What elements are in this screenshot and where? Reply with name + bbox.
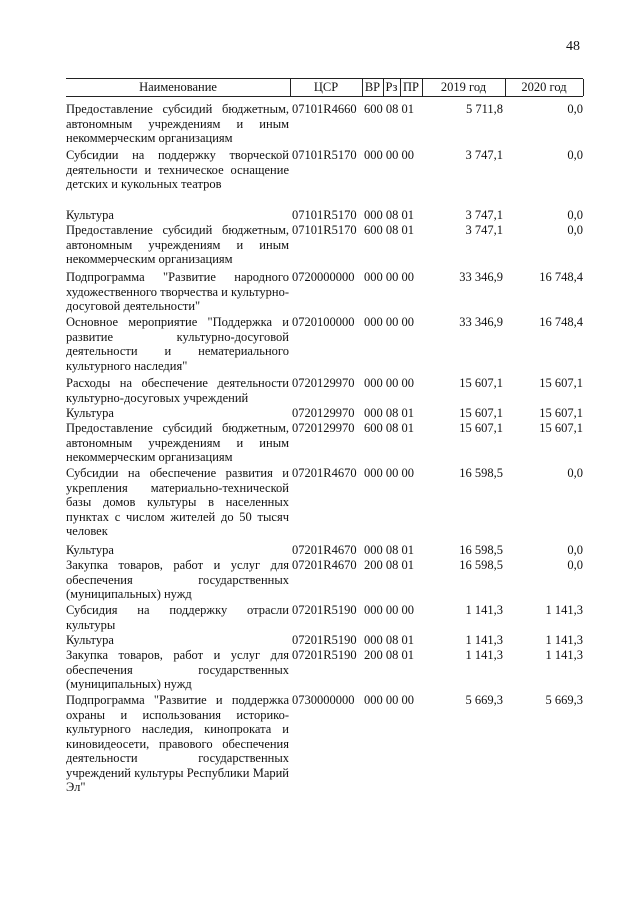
row-2020: 16 748,4 [539,315,583,329]
row-2020: 0,0 [567,102,583,116]
row-code: 000 00 00 [364,148,414,162]
row-code: 000 08 01 [364,208,414,222]
row-2019: 1 141,3 [465,603,503,617]
row-2020: 0,0 [567,466,583,480]
row-2020: 5 669,3 [545,693,583,707]
header-csr: ЦСР [313,80,339,94]
header-pr: ПР [403,80,419,94]
row-2020: 0,0 [567,208,583,222]
row-name: Субсидии на обеспечение развития и укрепления материально-технической базы домов культуры в населенных пунктах с числом жителей до 50 тысяч человек [66,466,289,538]
row-2019: 3 747,1 [465,208,503,222]
row-csr: 0720100000 [292,315,355,329]
row-2019: 15 607,1 [459,406,503,420]
row-name: Культура [66,543,114,557]
row-name: Предоставление субсидий бюджетным, автономным учреждениям и иным некоммерческим организациям [66,223,289,266]
row-2019: 16 598,5 [459,558,503,572]
row-code: 000 00 00 [364,376,414,390]
row-2019: 3 747,1 [465,148,503,162]
row-2020: 15 607,1 [539,421,583,435]
row-code: 200 08 01 [364,648,414,662]
row-2019: 3 747,1 [465,223,503,237]
row-name: Культура [66,406,114,420]
row-2019: 1 141,3 [465,633,503,647]
row-csr: 07201R4670 [292,543,357,557]
header-name: Наименование [139,80,217,94]
row-code: 000 00 00 [364,315,414,329]
row-csr: 07101R4660 [292,102,357,116]
row-2019: 16 598,5 [459,543,503,557]
row-name: Культура [66,633,114,647]
row-code: 000 08 01 [364,406,414,420]
row-2020: 0,0 [567,558,583,572]
row-2019: 16 598,5 [459,466,503,480]
row-csr: 0730000000 [292,693,355,707]
row-code: 000 00 00 [364,603,414,617]
row-2019: 33 346,9 [459,315,503,329]
table-header [66,78,583,97]
row-2019: 15 607,1 [459,376,503,390]
row-csr: 0720129970 [292,406,355,420]
row-2019: 15 607,1 [459,421,503,435]
budget-table [66,78,583,794]
row-2020: 1 141,3 [545,648,583,662]
row-name: Закупка товаров, работ и услуг для обеспечения государственных (муниципальных) нужд [66,648,289,691]
row-2020: 0,0 [567,148,583,162]
row-2020: 15 607,1 [539,406,583,420]
row-2019: 5 669,3 [465,693,503,707]
row-name: Субсидии на поддержку творческой деятельности и техническое оснащение детских и кукольных театров [66,148,289,191]
row-csr: 07201R4670 [292,466,357,480]
row-csr: 07201R5190 [292,603,357,617]
header-2019: 2019 год [440,80,487,94]
row-csr: 07201R5190 [292,648,357,662]
row-name: Предоставление субсидий бюджетным, автономным учреждениям и иным некоммерческим организациям [66,421,289,464]
row-code: 600 08 01 [364,421,414,435]
row-csr: 0720000000 [292,270,355,284]
row-2020: 0,0 [567,223,583,237]
row-2020: 15 607,1 [539,376,583,390]
row-name: Подпрограмма "Развитие народного художественного творчества и культурно-досуговой деятельности" [66,270,289,313]
row-2019: 5 711,8 [465,102,503,116]
page-number: 48 [566,39,580,54]
row-2020: 16 748,4 [539,270,583,284]
row-name: Подпрограмма "Развитие и поддержка охраны и использования историко-культурного наследия, кинопроката и киновидеосети, правового обеспечения деятельности государственных учреждений культуры Республики Марий Эл" [66,693,289,794]
row-csr: 07101R5170 [292,148,357,162]
row-name: Предоставление субсидий бюджетным, автономным учреждениям и иным некоммерческим организациям [66,102,289,145]
row-2019: 1 141,3 [465,648,503,662]
row-name: Расходы на обеспечение деятельности культурно-досуговых учреждений [66,376,289,405]
row-code: 000 00 00 [364,693,414,707]
row-code: 000 08 01 [364,543,414,557]
row-2020: 1 141,3 [545,633,583,647]
row-code: 000 00 00 [364,466,414,480]
header-vr: ВР [364,80,381,94]
row-code: 000 00 00 [364,270,414,284]
row-name: Закупка товаров, работ и услуг для обеспечения государственных (муниципальных) нужд [66,558,289,601]
row-name: Основное мероприятие "Поддержка и развитие культурно-досуговой деятельности и нематериального культурного наследия" [66,315,289,373]
header-rz: Рз [385,80,398,94]
row-csr: 0720129970 [292,376,355,390]
row-csr: 07201R5190 [292,633,357,647]
row-name: Культура [66,208,114,222]
row-2020: 1 141,3 [545,603,583,617]
row-csr: 07101R5170 [292,223,357,237]
row-2020: 0,0 [567,543,583,557]
row-name: Субсидия на поддержку отрасли культуры [66,603,289,632]
row-csr: 07101R5170 [292,208,357,222]
header-2020: 2020 год [521,80,567,94]
row-csr: 07201R4670 [292,558,357,572]
row-code: 600 08 01 [364,223,414,237]
row-csr: 0720129970 [292,421,355,435]
row-code: 000 08 01 [364,633,414,647]
row-code: 200 08 01 [364,558,414,572]
row-2019: 33 346,9 [459,270,503,284]
row-code: 600 08 01 [364,102,414,116]
